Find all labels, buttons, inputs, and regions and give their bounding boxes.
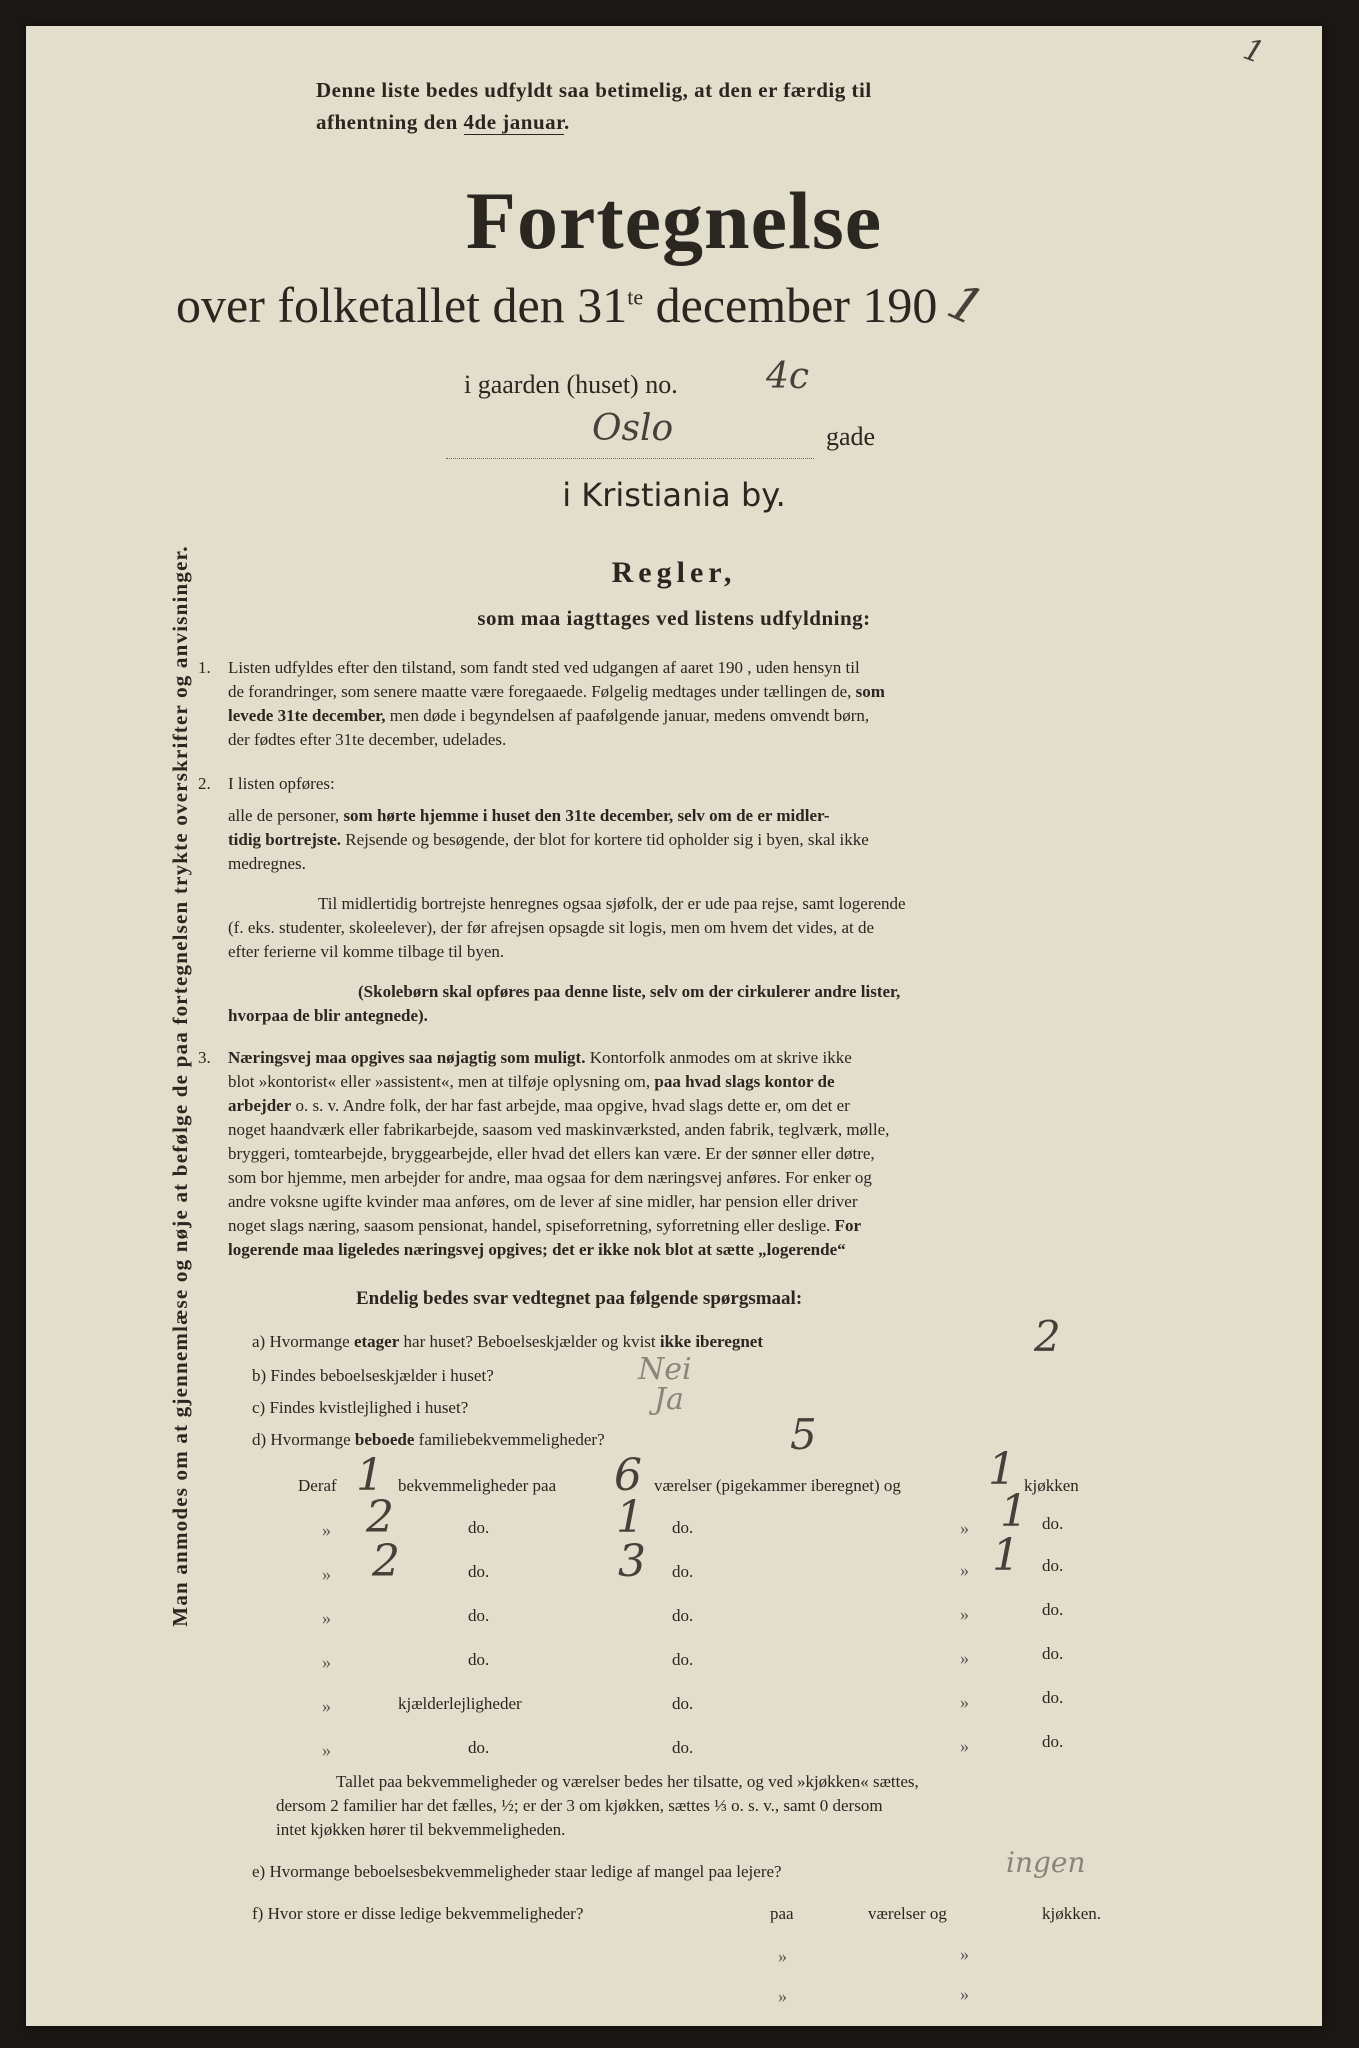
kitchen-note-line-2: dersom 2 familier har det fælles, ½; er der 3 om kjøkken, sættes ⅓ o. s. v., samt 0 dersom: [276, 1796, 883, 1815]
row-1-kitchen: 1: [988, 1444, 1016, 1495]
header-line-2: [316, 110, 570, 135]
row-6-ditto-2: »: [960, 1692, 969, 1712]
row-7-do-2: do.: [672, 1738, 694, 1757]
house-number-value: 4c: [766, 356, 810, 397]
question-f: f) Hvor store er disse ledige bekvemmeligheder?: [252, 1904, 584, 1923]
rule-1-number: 1.: [198, 658, 211, 677]
row-3-count: 2: [372, 1536, 400, 1587]
header-line-1: Denne liste bedes udfyldt saa betimelig, at den er færdig til: [316, 78, 872, 102]
row-2-rooms: 1: [616, 1492, 644, 1543]
row-5-do-1: do.: [468, 1650, 490, 1669]
deraf-kitchen-label: kjøkken: [1024, 1476, 1079, 1495]
rule-3-line-6: som bor hjemme, men arbejder for andre, maa ogsaa for dem næringsvej anføres. For enker og: [228, 1168, 872, 1187]
row-7-ditto: »: [322, 1740, 331, 1760]
basement-apartments-label: kjælderlejligheder: [398, 1694, 522, 1713]
rule-3-line-3-bold: arbejder: [228, 1096, 292, 1115]
rule-1-line-3: men døde i begyndelsen af paafølgende januar, medens omvendt børn,: [389, 706, 870, 725]
f-ditto-4: »: [960, 1984, 969, 2004]
rule-2-note-line-1: Til midlertidig bortrejste henregnes ogsaa sjøfolk, der er ude paa rejse, samt logerende: [318, 894, 906, 913]
rule-2-text: [228, 804, 1128, 876]
question-b: b) Findes beboelseskjælder i huset?: [252, 1366, 494, 1385]
side-instruction: Man anmodes om at gjennemlæse og nøje at befølge de paa fortegnelsen trykte overskrifter og anvisninger.: [168, 545, 192, 1627]
row-3-do-3: do.: [1042, 1556, 1064, 1575]
city-name: i Kristiania by.: [562, 476, 786, 514]
rule-2-school-line-2: hvorpaa de blir antegnede).: [228, 1006, 428, 1025]
row-2-do-1: do.: [468, 1518, 490, 1537]
handwritten-year: 1: [939, 271, 993, 339]
census-date-superscript: te: [627, 284, 644, 310]
rule-2-line-3: medregnes.: [228, 854, 306, 873]
rule-3-line-3: o. s. v. Andre folk, der har fast arbejde, maa opgive, hvad slags dette er, om det er: [295, 1096, 850, 1115]
question-a-prefix: a) Hvormange: [252, 1332, 350, 1351]
deraf-bekv-label: bekvemmeligheder paa: [398, 1476, 557, 1495]
row-5-do-2: do.: [672, 1650, 694, 1669]
row-4-do-3: do.: [1042, 1600, 1064, 1619]
rule-2-note: [228, 892, 1128, 964]
row-2-do-3: do.: [1042, 1514, 1064, 1533]
row-5-ditto-2: »: [960, 1648, 969, 1668]
rule-2-school-line-1: (Skolebørn skal opføres paa denne liste, selv om der cirkulerer andre lister,: [358, 982, 901, 1001]
rule-2-number: 2.: [198, 774, 211, 793]
row-6-do-3: do.: [1042, 1688, 1064, 1707]
row-3-kitchen: 1: [992, 1530, 1020, 1581]
question-a: [252, 1332, 763, 1352]
row-2-do-2: do.: [672, 1518, 694, 1537]
row-2-ditto-2: »: [960, 1518, 969, 1538]
question-c: c) Findes kvistlejlighed i huset?: [252, 1398, 469, 1417]
deraf-label: Deraf: [298, 1476, 337, 1495]
row-3-rooms: 3: [618, 1536, 646, 1587]
rule-1-line-2: de forandringer, som senere maatte være foregaaede. Følgelig medtages under tællingen de,: [228, 682, 852, 701]
question-a-bold-2: ikke iberegnet: [659, 1332, 764, 1351]
row-2-kitchen: 1: [1000, 1486, 1028, 1537]
rule-3-number: 3.: [198, 1048, 211, 1067]
rule-3-line-1-bold: Næringsvej maa opgives saa nøjagtig som muligt.: [228, 1048, 586, 1067]
street-suffix: gade: [826, 422, 876, 451]
house-number-label: i gaarden (huset) no.: [464, 370, 678, 399]
pickup-date: 4de januar: [463, 110, 565, 134]
rule-3-line-9-bold: logerende maa ligeledes næringsvej opgives; det er ikke nok blot at sætte „logerende“: [228, 1240, 846, 1259]
rule-2-note-line-3: efter ferierne vil komme tilbage til byen.: [228, 942, 505, 961]
rule-1-text: [228, 656, 1128, 752]
rule-3-line-4: noget haandværk eller fabrikarbejde, saasom ved maskinværksted, anden fabrik, teglværk, mølle,: [228, 1120, 890, 1139]
header-pickup-label: afhentning den: [316, 110, 458, 134]
row-2-ditto: »: [322, 1520, 331, 1540]
rule-3-line-8-bold: For: [834, 1216, 862, 1235]
question-f-kitchen: kjøkken.: [1042, 1904, 1102, 1923]
rule-3-text: [228, 1046, 1128, 1262]
f-ditto-1: »: [778, 1946, 787, 1966]
header-period: .: [564, 110, 570, 134]
rule-1-line-1: Listen udfyldes efter den tilstand, som fandt sted ved udgangen af aaret 190 , uden hensyn til: [228, 658, 860, 677]
page-title: Fortegnelse: [465, 175, 883, 266]
census-date-suffix: december 190: [655, 277, 938, 333]
row-3-ditto-2: »: [960, 1560, 969, 1580]
row-1-rooms: 6: [614, 1450, 642, 1501]
row-6-do-2: do.: [672, 1694, 694, 1713]
rule-3-line-5: bryggeri, tomtearbejde, bryggearbejde, eller hvad det ellers kan være. Er der sønner eller døtre,: [228, 1144, 875, 1163]
rule-1-line-2-bold: som: [855, 682, 885, 701]
questions-intro: Endelig bedes svar vedtegnet paa følgende spørgsmaal:: [356, 1288, 803, 1309]
rule-2-title: I listen opføres:: [228, 774, 335, 793]
row-3-do-1: do.: [468, 1562, 490, 1581]
answer-b-basement: Nei: [638, 1352, 692, 1387]
rule-2-line-1: alle de personer,: [228, 806, 340, 825]
row-7-ditto-2: »: [960, 1736, 969, 1756]
rule-2-note-line-2: (f. eks. studenter, skoleelever), der før afrejsen opsagde sit logis, men om hvem det vides, at de: [228, 918, 875, 937]
row-6-ditto: »: [322, 1696, 331, 1716]
question-d-suffix: familiebekvemmeligheder?: [418, 1430, 605, 1449]
rule-3-line-2: blot »kontorist« eller »assistent«, men at tilføje oplysning om,: [228, 1072, 651, 1091]
question-f-rooms: værelser og: [868, 1904, 947, 1923]
f-ditto-3: »: [778, 1986, 787, 2006]
census-form-page: [26, 26, 1322, 2026]
row-5-do-3: do.: [1042, 1644, 1064, 1663]
answer-d-dwellings: 5: [790, 1410, 817, 1459]
rule-1-line-4: der fødtes efter 31te december, udelades.: [228, 730, 507, 749]
rule-1-line-3-bold: levede 31te december,: [228, 706, 386, 725]
answer-c-attic: Ja: [654, 1382, 684, 1417]
row-1-count: 1: [356, 1450, 384, 1501]
row-2-count: 2: [366, 1492, 394, 1543]
rules-subheading: som maa iagttages ved listens udfyldning:: [477, 606, 871, 630]
row-3-do-2: do.: [672, 1562, 694, 1581]
rule-3-line-7: andre voksne ugifte kvinder maa anføres, om de lever af sine midler, har pension eller driver: [228, 1192, 858, 1211]
row-4-ditto: »: [322, 1608, 331, 1628]
rule-3-line-2-bold: paa hvad slags kontor de: [654, 1072, 835, 1091]
rules-heading: Regler,: [611, 556, 737, 589]
census-date-prefix: over folketallet den 31: [176, 277, 628, 333]
row-7-do-1: do.: [468, 1738, 490, 1757]
kitchen-note-line-3: intet kjøkken hører til bekvemmeligheden.: [276, 1820, 566, 1839]
corner-page-mark: 1: [1238, 31, 1269, 72]
question-d-bold: beboede: [354, 1430, 415, 1449]
row-4-do-2: do.: [672, 1606, 694, 1625]
answer-e-vacant: ingen: [1006, 1846, 1086, 1879]
question-d-prefix: d) Hvormange: [252, 1430, 351, 1449]
row-4-do-1: do.: [468, 1606, 490, 1625]
rule-2-line-2-bold: tidig bortrejste.: [228, 830, 341, 849]
row-3-ditto: »: [322, 1564, 331, 1584]
deraf-rooms-label: værelser (pigekammer iberegnet) og: [654, 1476, 901, 1495]
question-a-middle: har huset? Beboelseskjælder og kvist: [403, 1332, 656, 1351]
kitchen-note: [276, 1770, 1176, 1842]
kitchen-note-line-1: Tallet paa bekvemmeligheder og værelser bedes her tilsatte, og ved »kjøkken« sættes,: [336, 1772, 919, 1791]
f-ditto-2: »: [960, 1944, 969, 1964]
street-name-value: Oslo: [592, 408, 674, 449]
rule-2-line-2: Rejsende og besøgende, der blot for kortere tid opholder sig i byen, skal ikke: [345, 830, 869, 849]
row-7-do-3: do.: [1042, 1732, 1064, 1751]
rule-2-line-1-bold: som hørte hjemme i huset den 31te december, selv om de er midler-: [343, 806, 830, 825]
row-4-ditto-2: »: [960, 1604, 969, 1624]
question-d: [252, 1430, 605, 1450]
row-5-ditto: »: [322, 1652, 331, 1672]
rule-3-line-1: Kontorfolk anmodes om at skrive ikke: [589, 1048, 852, 1067]
answer-a-floors: 2: [1034, 1312, 1061, 1361]
rule-2-schoolchildren: [228, 980, 1128, 1028]
census-date-line: [176, 271, 993, 339]
rule-3-line-8: noget slags næring, saasom pensionat, handel, spiseforretning, syforretning eller deslige.: [228, 1216, 831, 1235]
question-a-bold-1: etager: [353, 1332, 400, 1351]
question-e: e) Hvormange beboelsesbekvemmeligheder staar ledige af mangel paa lejere?: [252, 1862, 782, 1881]
question-f-paa: paa: [770, 1904, 794, 1923]
